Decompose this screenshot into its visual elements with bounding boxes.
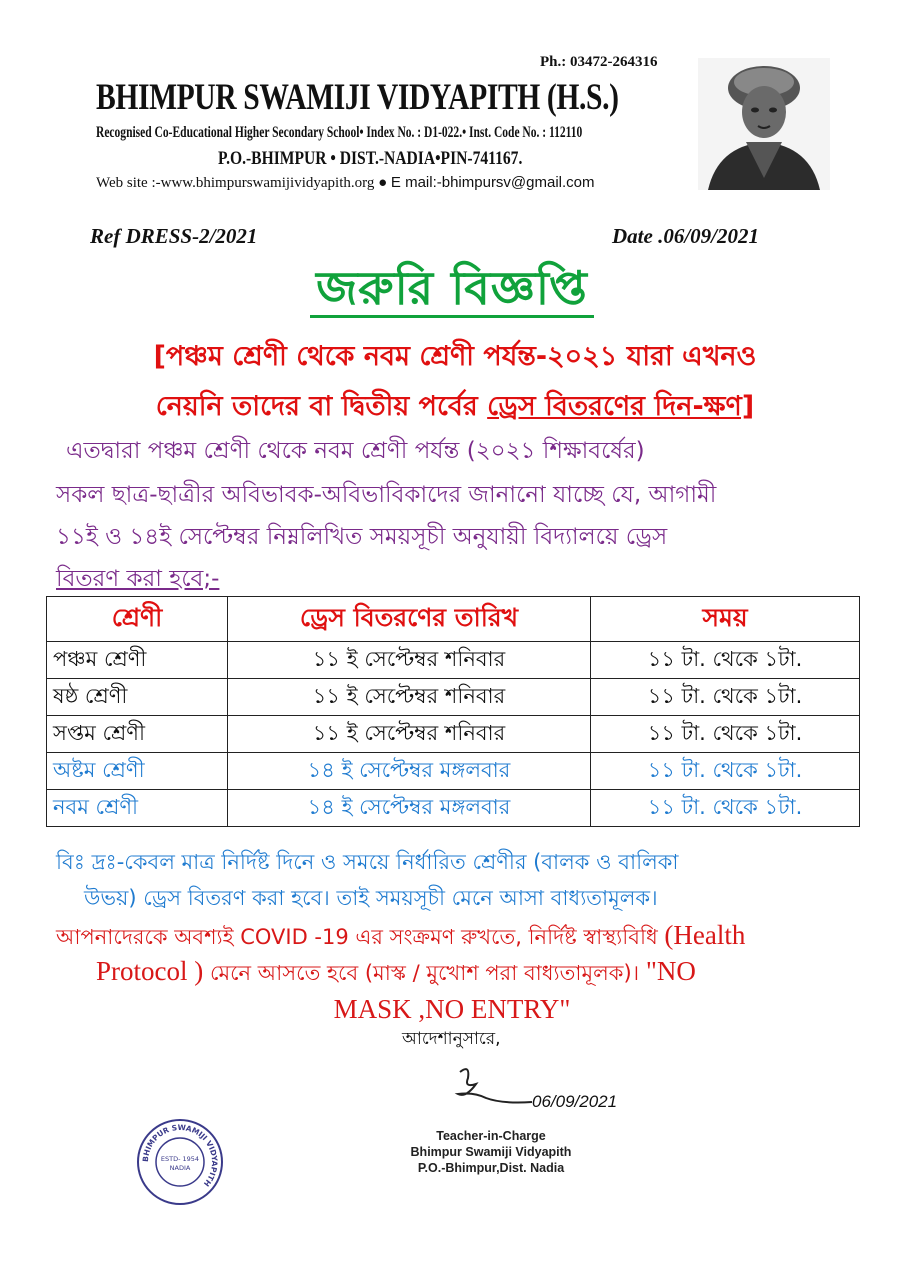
subtitle-line-2b: ড্রেস বিতরণের দিন-ক্ষণ]	[487, 391, 755, 422]
phone-number: Ph.: 03472-264316	[540, 54, 658, 70]
row-date: ১১ ই সেপ্টেম্বর শনিবার	[228, 716, 591, 753]
subtitle-line-2	[60, 386, 850, 431]
body-line-3: ১১ই ও ১৪ই সেপ্টেম্বর নিম্নলিখিত সময়সূচী অনুযায়ী বিদ্যালয়ে ড্রেস	[56, 524, 668, 550]
row-time: ১১ টা. থেকে ১টা.	[591, 716, 860, 753]
notice-title-text: জরুরি বিজ্ঞপ্তি	[310, 261, 594, 318]
school-seal	[136, 1118, 224, 1206]
table-row	[47, 790, 860, 827]
table-row	[47, 642, 860, 679]
covid-line-2c: "NO	[645, 956, 696, 986]
subtitle-line-2a: নেয়নি তাদের বা দ্বিতীয় পর্বের	[155, 391, 478, 422]
covid-line-3: MASK ,NO ENTRY"	[333, 994, 571, 1024]
signatory-block	[386, 1128, 596, 1176]
row-class: সপ্তম শ্রেণী	[47, 716, 228, 753]
note-line-2: উভয়) ড্রেস বিতরণ করা হবে। তাই সময়সূচী মেনে আসা বাধ্যতামূলক।	[84, 886, 658, 910]
portrait-image	[698, 58, 830, 190]
signatory-place: P.O.-Bhimpur,Dist. Nadia	[417, 1161, 565, 1175]
row-class: ষষ্ঠ শ্রেণী	[47, 679, 228, 716]
address-line: P.O.-BHIMPUR • DIST.-NADIA•PIN-741167.	[218, 148, 523, 169]
covid-line-1	[56, 920, 856, 956]
header-time: সময়	[591, 597, 860, 642]
signatory-school: Bhimpur Swamiji Vidyapith	[410, 1145, 572, 1159]
covid-line-2b: মেনে আসতে হবে (মাস্ক / মুখোশ পরা বাধ্যতামূলক)।	[209, 961, 640, 985]
row-time: ১১ টা. থেকে ১টা.	[591, 642, 860, 679]
row-time: ১১ টা. থেকে ১টা.	[591, 679, 860, 716]
signatory-designation: Teacher-in-Charge	[436, 1129, 546, 1143]
dress-distribution-table	[46, 596, 860, 827]
by-order-text: আদেশানুসারে,	[402, 1029, 501, 1049]
row-date: ১৪ ই সেপ্টেম্বর মঙ্গলবার	[228, 790, 591, 827]
row-date: ১১ ই সেপ্টেম্বর শনিবার	[228, 642, 591, 679]
covid-line-1b: (Health	[664, 920, 746, 950]
website-text: Web site :-www.bhimpurswamijividyapith.org	[96, 175, 375, 191]
table-row	[47, 753, 860, 790]
row-class: নবম শ্রেণী	[47, 790, 228, 827]
row-date: ১১ ই সেপ্টেম্বর শনিবার	[228, 679, 591, 716]
recognition-line: Recognised Co-Educational Higher Secondary School• Index No. : D1-022.• Inst. Code No. : 112110	[96, 124, 583, 141]
row-time: ১১ টা. থেকে ১টা.	[591, 753, 860, 790]
subtitle-line-1: [পঞ্চম শ্রেণী থেকে নবম শ্রেণী পর্যন্ত-২০২১ যারা এখনও	[153, 341, 757, 372]
covid-line-2	[96, 956, 696, 992]
body-line-4: বিতরণ করা হবে;-	[56, 566, 220, 592]
row-time: ১১ টা. থেকে ১টা.	[591, 790, 860, 827]
separator-dot: ●	[378, 175, 391, 191]
body-line-1: এতদ্বারা পঞ্চম শ্রেণী থেকে নবম শ্রেণী পর্যন্ত (২০২১ শিক্ষাবর্ষের)	[66, 438, 645, 464]
seal-place: NADIA	[169, 1164, 191, 1172]
email-text: E mail:-bhimpursv@gmail.com	[390, 174, 595, 191]
school-name: BHIMPUR SWAMIJI VIDYAPITH (H.S.)	[96, 77, 619, 118]
notice-title	[0, 254, 904, 330]
header-date: ড্রেস বিতরণের তারিখ	[228, 597, 591, 642]
row-class: পঞ্চম শ্রেণী	[47, 642, 228, 679]
handwritten-signature	[446, 1058, 536, 1118]
seal-estd: ESTD- 1954	[160, 1155, 200, 1163]
body-line-2: সকল ছাত্র-ছাত্রীর অবিভাবক-অবিভাবিকাদের জানানো যাচ্ছে যে, আগামী	[56, 482, 717, 508]
seal-ring-text: BHIMPUR SWAMIJI VIDYAPITH	[140, 1122, 220, 1189]
row-class: অষ্টম শ্রেণী	[47, 753, 228, 790]
note-line-1: বিঃ দ্রঃ-কেবল মাত্র নির্দিষ্ট দিনে ও সময়ে নির্ধারিত শ্রেণীর (বালক ও বালিকা	[56, 850, 679, 874]
table-row	[47, 716, 860, 753]
covid-line-2a: Protocol )	[96, 956, 204, 986]
notice-date: Date .06/09/2021	[612, 224, 759, 248]
table-row	[47, 679, 860, 716]
contact-line	[96, 174, 595, 192]
header-class: শ্রেণী	[47, 597, 228, 642]
table-header-row	[47, 597, 860, 642]
row-date: ১৪ ই সেপ্টেম্বর মঙ্গলবার	[228, 753, 591, 790]
covid-line-1a: আপনাদেরকে অবশ্যই COVID -19 এর সংক্রমণ রুখতে, নির্দিষ্ট স্বাস্থ্যবিধি	[56, 925, 658, 949]
reference-number: Ref DRESS-2/2021	[90, 224, 258, 248]
signature-date: 06/09/2021	[532, 1092, 618, 1111]
